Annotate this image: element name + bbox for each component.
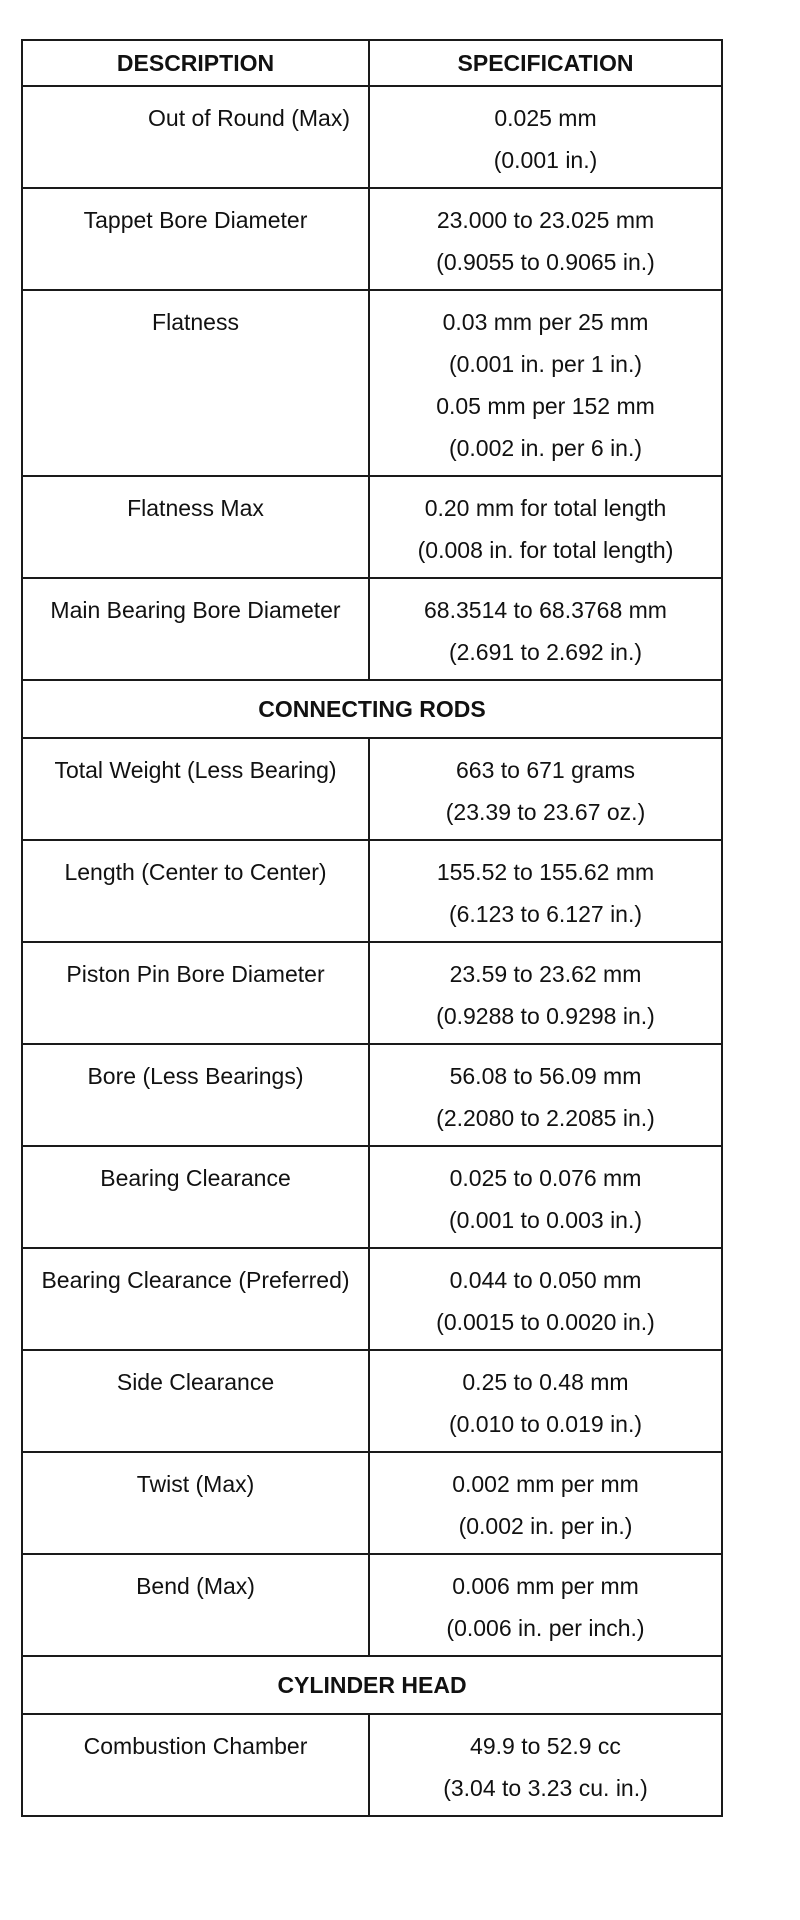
row-spec xyxy=(369,86,722,188)
row-spec xyxy=(369,1146,722,1248)
row-label: Twist (Max) xyxy=(22,1452,369,1554)
spec-metric: 68.3514 to 68.3768 mm xyxy=(424,597,667,623)
spec-imperial: (2.2080 to 2.2085 in.) xyxy=(436,1105,655,1131)
row-spec xyxy=(369,188,722,290)
spec-metric: 0.002 mm per mm xyxy=(452,1471,639,1497)
table-row xyxy=(22,1714,722,1816)
spec-imperial: (0.006 in. per inch.) xyxy=(446,1615,645,1641)
section-row-connecting-rods xyxy=(22,680,722,738)
spec-metric: 56.08 to 56.09 mm xyxy=(449,1063,642,1089)
spec-metric: 0.05 mm per 152 mm xyxy=(436,393,655,419)
row-label: Side Clearance xyxy=(22,1350,369,1452)
spec-metric: 49.9 to 52.9 cc xyxy=(470,1733,621,1759)
row-spec xyxy=(369,1452,722,1554)
row-spec xyxy=(369,738,722,840)
specification-table xyxy=(21,39,721,1817)
row-label: Piston Pin Bore Diameter xyxy=(22,942,369,1044)
row-label: Length (Center to Center) xyxy=(22,840,369,942)
header-description: DESCRIPTION xyxy=(22,40,369,86)
section-title: CYLINDER HEAD xyxy=(22,1656,722,1714)
spec-imperial: (0.001 to 0.003 in.) xyxy=(448,1207,643,1233)
spec-metric: 0.044 to 0.050 mm xyxy=(449,1267,642,1293)
row-label: Tappet Bore Diameter xyxy=(22,188,369,290)
spec-imperial: (0.008 in. for total length) xyxy=(417,537,674,563)
spec-imperial: (0.010 to 0.019 in.) xyxy=(448,1411,643,1437)
row-spec xyxy=(369,1714,722,1816)
spec-imperial: (2.691 to 2.692 in.) xyxy=(448,639,643,665)
table-row xyxy=(22,476,722,578)
row-label: Total Weight (Less Bearing) xyxy=(22,738,369,840)
spec-metric: 0.03 mm per 25 mm xyxy=(442,309,649,335)
table-row xyxy=(22,188,722,290)
row-label: Bearing Clearance xyxy=(22,1146,369,1248)
row-label: Combustion Chamber xyxy=(22,1714,369,1816)
spec-metric: 23.000 to 23.025 mm xyxy=(436,207,655,233)
row-label: Bend (Max) xyxy=(22,1554,369,1656)
spec-metric: 0.20 mm for total length xyxy=(424,495,667,521)
table-row xyxy=(22,1044,722,1146)
section-title: CONNECTING RODS xyxy=(22,680,722,738)
row-label: Flatness Max xyxy=(22,476,369,578)
row-spec xyxy=(369,1248,722,1350)
table-row xyxy=(22,1554,722,1656)
table-row xyxy=(22,1350,722,1452)
table-row xyxy=(22,942,722,1044)
spec-imperial: (0.9055 to 0.9065 in.) xyxy=(436,249,655,275)
spec-imperial: (6.123 to 6.127 in.) xyxy=(448,901,643,927)
spec-imperial: (0.002 in. per in.) xyxy=(458,1513,633,1539)
table-row xyxy=(22,1146,722,1248)
row-spec xyxy=(369,1554,722,1656)
spec-imperial: (23.39 to 23.67 oz.) xyxy=(445,799,646,825)
spec-metric: 0.25 to 0.48 mm xyxy=(462,1369,629,1395)
spec-imperial: (3.04 to 3.23 cu. in.) xyxy=(443,1775,648,1801)
row-label: Bore (Less Bearings) xyxy=(22,1044,369,1146)
row-label: Flatness xyxy=(22,290,369,476)
row-spec xyxy=(369,1350,722,1452)
header-specification: SPECIFICATION xyxy=(369,40,722,86)
row-spec xyxy=(369,476,722,578)
spec-imperial: (0.0015 to 0.0020 in.) xyxy=(436,1309,655,1335)
spec-imperial: (0.001 in. per 1 in.) xyxy=(448,351,643,377)
table-row xyxy=(22,290,722,476)
spec-imperial: (0.002 in. per 6 in.) xyxy=(448,435,643,461)
spec-metric: 155.52 to 155.62 mm xyxy=(436,859,655,885)
row-spec xyxy=(369,1044,722,1146)
row-label: Out of Round (Max) xyxy=(22,86,369,188)
row-label: Main Bearing Bore Diameter xyxy=(22,578,369,680)
table-row xyxy=(22,1452,722,1554)
row-spec xyxy=(369,578,722,680)
table-row xyxy=(22,86,722,188)
spec-metric: 23.59 to 23.62 mm xyxy=(449,961,642,987)
section-row-cylinder-head xyxy=(22,1656,722,1714)
table-row xyxy=(22,738,722,840)
spec-imperial: (0.9288 to 0.9298 in.) xyxy=(436,1003,655,1029)
table-row xyxy=(22,840,722,942)
row-spec xyxy=(369,290,722,476)
spec-imperial: (0.001 in.) xyxy=(493,147,598,173)
table-row xyxy=(22,1248,722,1350)
spec-metric: 0.025 to 0.076 mm xyxy=(449,1165,642,1191)
spec-metric: 663 to 671 grams xyxy=(455,757,635,783)
spec-metric: 0.006 mm per mm xyxy=(452,1573,639,1599)
row-label: Bearing Clearance (Preferred) xyxy=(22,1248,369,1350)
table-header-row xyxy=(22,40,722,86)
spec-metric: 0.025 mm xyxy=(494,105,597,131)
row-spec xyxy=(369,840,722,942)
row-spec xyxy=(369,942,722,1044)
table-row xyxy=(22,578,722,680)
